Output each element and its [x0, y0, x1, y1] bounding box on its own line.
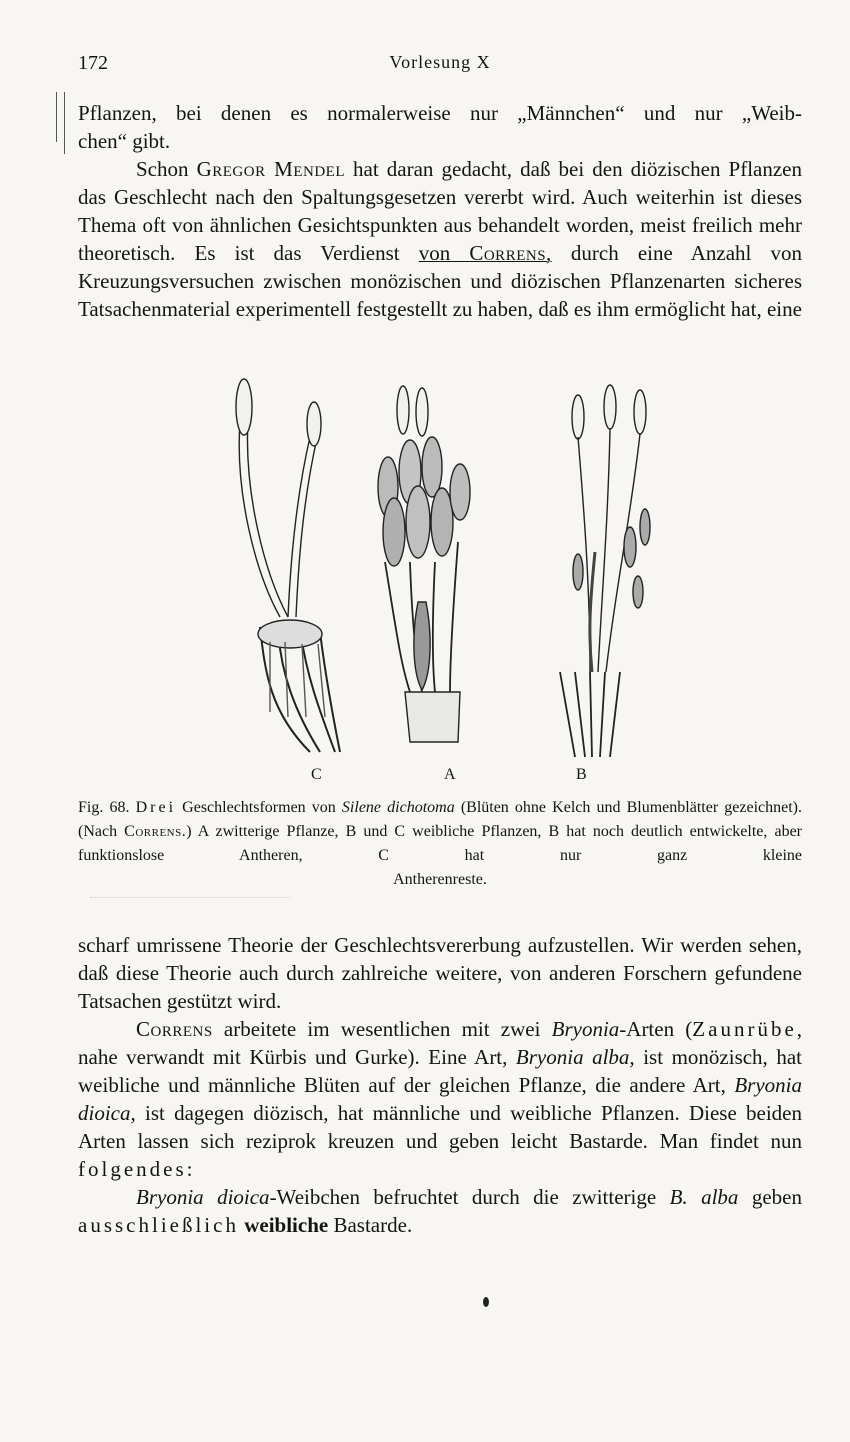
species-name: Silene dichotoma	[341, 799, 455, 816]
author-name-correns-2: Correns	[136, 1017, 213, 1041]
paragraph-theory: scharf umrissene Theorie der Geschlechtsvererbung aufzustellen. Wir werden sehen, daß diese Theorie auch durch zahlreiche weitere, von anderen Forschern gefundene Tatsachen gestützt wird.	[78, 933, 802, 1013]
author-name-correns: Correns,	[469, 241, 552, 265]
flower-b-drawing	[560, 385, 650, 757]
paragraph-continued-end: chen“ gibt.	[78, 129, 171, 153]
figure-label-c: C	[311, 766, 322, 783]
figure-label-b: B	[576, 766, 587, 783]
figure-label-a: A	[444, 766, 456, 783]
ink-spot	[483, 1297, 489, 1307]
running-head	[78, 52, 802, 80]
running-title: Vorlesung X	[389, 52, 491, 72]
paragraph-bryonia: Correns arbeitete im wesentlichen mit zwei Bryonia-Arten (Zaunrübe, nahe verwandt mit Kürbis und Gurke). Eine Art, Bryonia alba, ist monözisch, hat weibliche und männliche Blüten auf der gleichen Pflanze, die andere Art, Bryonia dioica, ist dagegen diözisch, hat männliche und weibliche Pflanzen. Diese beiden Arten lassen sich reziprok kreuzen und geben leicht Bastarde. Man findet nun folgendes:	[78, 1017, 803, 1181]
body-text-top	[78, 99, 802, 323]
flower-a-drawing	[378, 386, 470, 742]
figure-caption	[78, 796, 802, 892]
caption-last-line: Antherenreste.	[393, 871, 487, 888]
paragraph-result: Bryonia dioica-Weibchen befruchtet durch die zwitterige B. alba geben ausschließlich weibliche Bastarde.	[78, 1185, 802, 1237]
caption-body: Fig. 68. Drei Geschlechtsformen von Silene dichotoma (Blüten ohne Kelch und Blumenblätter gezeichnet). (Nach Correns.) A zwitterige Pflanze, B und C weibliche Pflanzen, B hat noch deutlich entwickelte, aber funktionslose Antheren, C hat nur ganz kleine	[78, 799, 802, 864]
bleed-through-trace	[90, 897, 290, 898]
margin-mark-right	[64, 92, 65, 154]
paragraph-continued: Pflanzen, bei denen es normalerweise nur „Männchen“ und nur „Weib-	[78, 101, 802, 125]
author-name-mendel: Gregor Mendel	[196, 157, 345, 181]
flower-c-drawing	[236, 379, 340, 752]
paragraph-mendel: Schon Gregor Mendel hat daran gedacht, daß bei den diözischen Pflanzen das Geschlecht nach den Spaltungsgesetzen vererbt wird. Auch weiterhin ist dieses Thema oft von ähnlichen Gesichtspunkten aus behandelt worden, meist freilich mehr theoretisch. Es ist das Verdienst von Correns, durch eine Anzahl von Kreuzungsversuchen zwischen monözischen und diözischen Pflanzenarten sicheres Tatsachenmaterial experimentell festgestellt zu haben, daß es ihm ermöglicht hat, eine	[78, 157, 803, 321]
margin-mark-left	[56, 92, 57, 142]
figure-number: Fig. 68.	[78, 799, 130, 816]
page-number: 172	[78, 52, 108, 74]
body-text-bottom	[78, 931, 802, 1239]
figure-silene-flowers	[160, 372, 680, 772]
